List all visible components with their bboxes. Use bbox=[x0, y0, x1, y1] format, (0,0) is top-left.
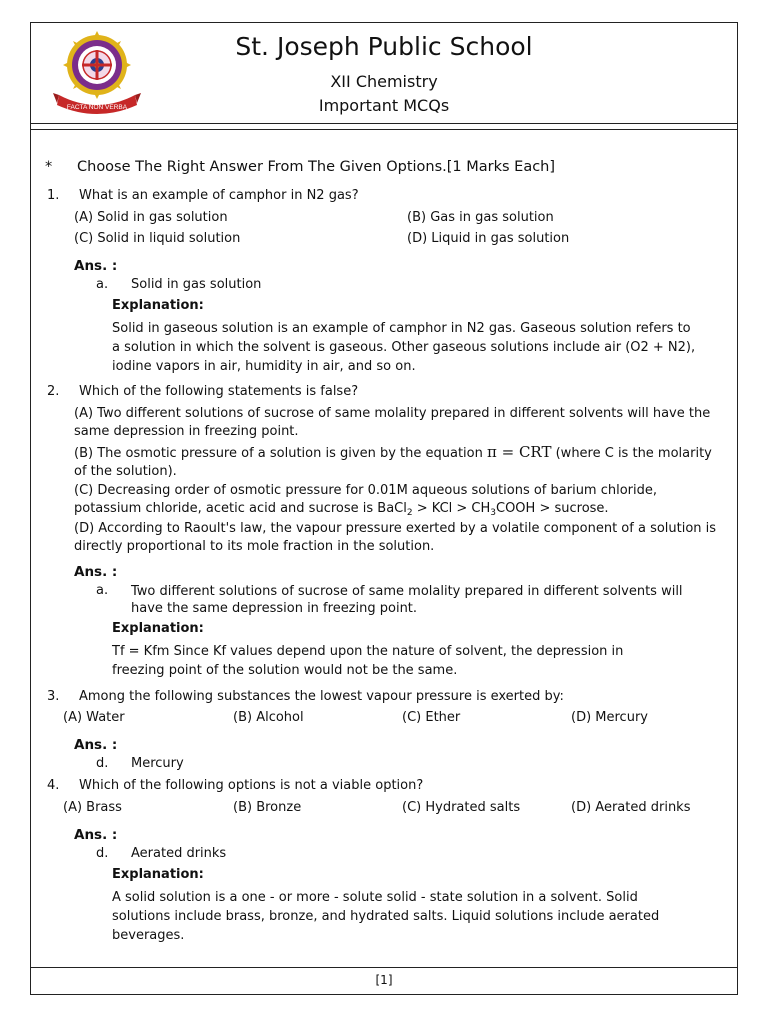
q1-question: What is an example of camphor in N2 gas? bbox=[79, 188, 359, 203]
q1-answer-letter: a. bbox=[96, 277, 109, 292]
q3-option-c: (C) Ether bbox=[402, 710, 461, 725]
q4-option-b: (B) Bronze bbox=[233, 800, 302, 815]
q2-option-c-end: COOH > sucrose. bbox=[496, 501, 609, 516]
q2-explanation: Tf = Kfm Since Kf values depend upon the nature of solvent, the depression in freezing point of the solution would not be the same. bbox=[112, 644, 624, 678]
logo-motto: FACTA NON VERBA bbox=[66, 104, 128, 111]
q2-option-b bbox=[74, 443, 724, 481]
q2-question: Which of the following statements is false? bbox=[79, 384, 359, 399]
q4-option-c: (C) Hydrated salts bbox=[402, 800, 521, 815]
q4-answer-label: Ans. : bbox=[74, 827, 118, 843]
q2-option-c-mid: > KCl > CH bbox=[412, 501, 491, 516]
q4-answer-letter: d. bbox=[96, 846, 109, 861]
q1-option-a: (A) Solid in gas solution bbox=[74, 210, 228, 225]
q2-answer-label: Ans. : bbox=[74, 564, 118, 580]
q4-explanation: A solid solution is a one - or more - solute solid - state solution in a solvent. Solid solutions include brass, bronze, and hydrated salts. Liquid solutions include aerated beverages. bbox=[112, 890, 660, 943]
q1-explanation-label: Explanation: bbox=[112, 298, 204, 313]
page-number: [1] bbox=[375, 973, 393, 987]
q1-number: 1. bbox=[47, 188, 60, 203]
q2-option-a: (A) Two different solutions of sucrose of same molality prepared in different solvents will have the same depression in freezing point. bbox=[74, 406, 711, 439]
q3-option-b: (B) Alcohol bbox=[233, 710, 304, 725]
q4-question: Which of the following options is not a viable option? bbox=[79, 778, 424, 793]
section-title: Choose The Right Answer From The Given Options.[1 Marks Each] bbox=[77, 159, 556, 175]
school-name: St. Joseph Public School bbox=[235, 32, 533, 61]
q1-option-d: (D) Liquid in gas solution bbox=[407, 231, 570, 246]
q1-answer-text: Solid in gas solution bbox=[131, 277, 262, 292]
q4-option-a: (A) Brass bbox=[63, 800, 122, 815]
q2-number: 2. bbox=[47, 384, 60, 399]
q2-option-c-subscript-2: 2 bbox=[406, 508, 413, 518]
q2-option-b-note: (where C is the molarity of the solution). bbox=[74, 446, 712, 479]
q3-answer-text: Mercury bbox=[131, 756, 184, 771]
q2-option-c bbox=[74, 482, 724, 518]
page-frame bbox=[30, 22, 738, 995]
q4-answer-text: Aerated drinks bbox=[131, 846, 227, 861]
q1-option-c: (C) Solid in liquid solution bbox=[74, 231, 241, 246]
q1-answer-label: Ans. : bbox=[74, 258, 118, 274]
q4-option-d: (D) Aerated drinks bbox=[571, 800, 691, 815]
q2-option-d: (D) According to Raoult's law, the vapour pressure exerted by a volatile component of a solution is directly proportional to its mole fraction in the solution. bbox=[74, 521, 717, 554]
q3-question: Among the following substances the lowest vapour pressure is exerted by: bbox=[79, 689, 564, 704]
q3-answer-letter: d. bbox=[96, 756, 109, 771]
q2-answer-letter: a. bbox=[96, 583, 109, 598]
q2-osmotic-equation: π = CRT bbox=[486, 443, 552, 461]
class-title: XII Chemistry bbox=[330, 72, 438, 91]
q3-answer-label: Ans. : bbox=[74, 737, 118, 753]
q2-option-c-text: (C) Decreasing order of osmotic pressure for 0.01M aqueous solutions of barium chloride, potassium chloride, acetic acid and sucrose is BaCl bbox=[74, 483, 658, 516]
header bbox=[31, 23, 737, 123]
q2-answer-text: Two different solutions of sucrose of same molality prepared in different solvents will have the same depression in freezing point. bbox=[131, 584, 683, 616]
header-divider-top bbox=[31, 123, 737, 124]
q3-number: 3. bbox=[47, 689, 60, 704]
section-bullet: * bbox=[45, 159, 53, 175]
q3-option-d: (D) Mercury bbox=[571, 710, 648, 725]
q2-explanation-label: Explanation: bbox=[112, 621, 204, 636]
subject-title: Important MCQs bbox=[318, 96, 450, 115]
q1-option-b: (B) Gas in gas solution bbox=[407, 210, 554, 225]
q2-option-c-subscript-3: 3 bbox=[490, 508, 496, 518]
q1-explanation: Solid in gaseous solution is an example of camphor in N2 gas. Gaseous solution refers to a solution in which the solvent is gaseous. Other gaseous solutions include air (O2 + N2), iodine vapors in air, humidity in air, and so on. bbox=[112, 321, 696, 374]
header-divider-bottom bbox=[31, 129, 737, 130]
question-content bbox=[31, 135, 737, 955]
q4-explanation-label: Explanation: bbox=[112, 867, 204, 882]
q2-option-b-text: (B) The osmotic pressure of a solution is given by the equation bbox=[74, 446, 483, 461]
q3-option-a: (A) Water bbox=[63, 710, 125, 725]
q4-number: 4. bbox=[47, 778, 60, 793]
